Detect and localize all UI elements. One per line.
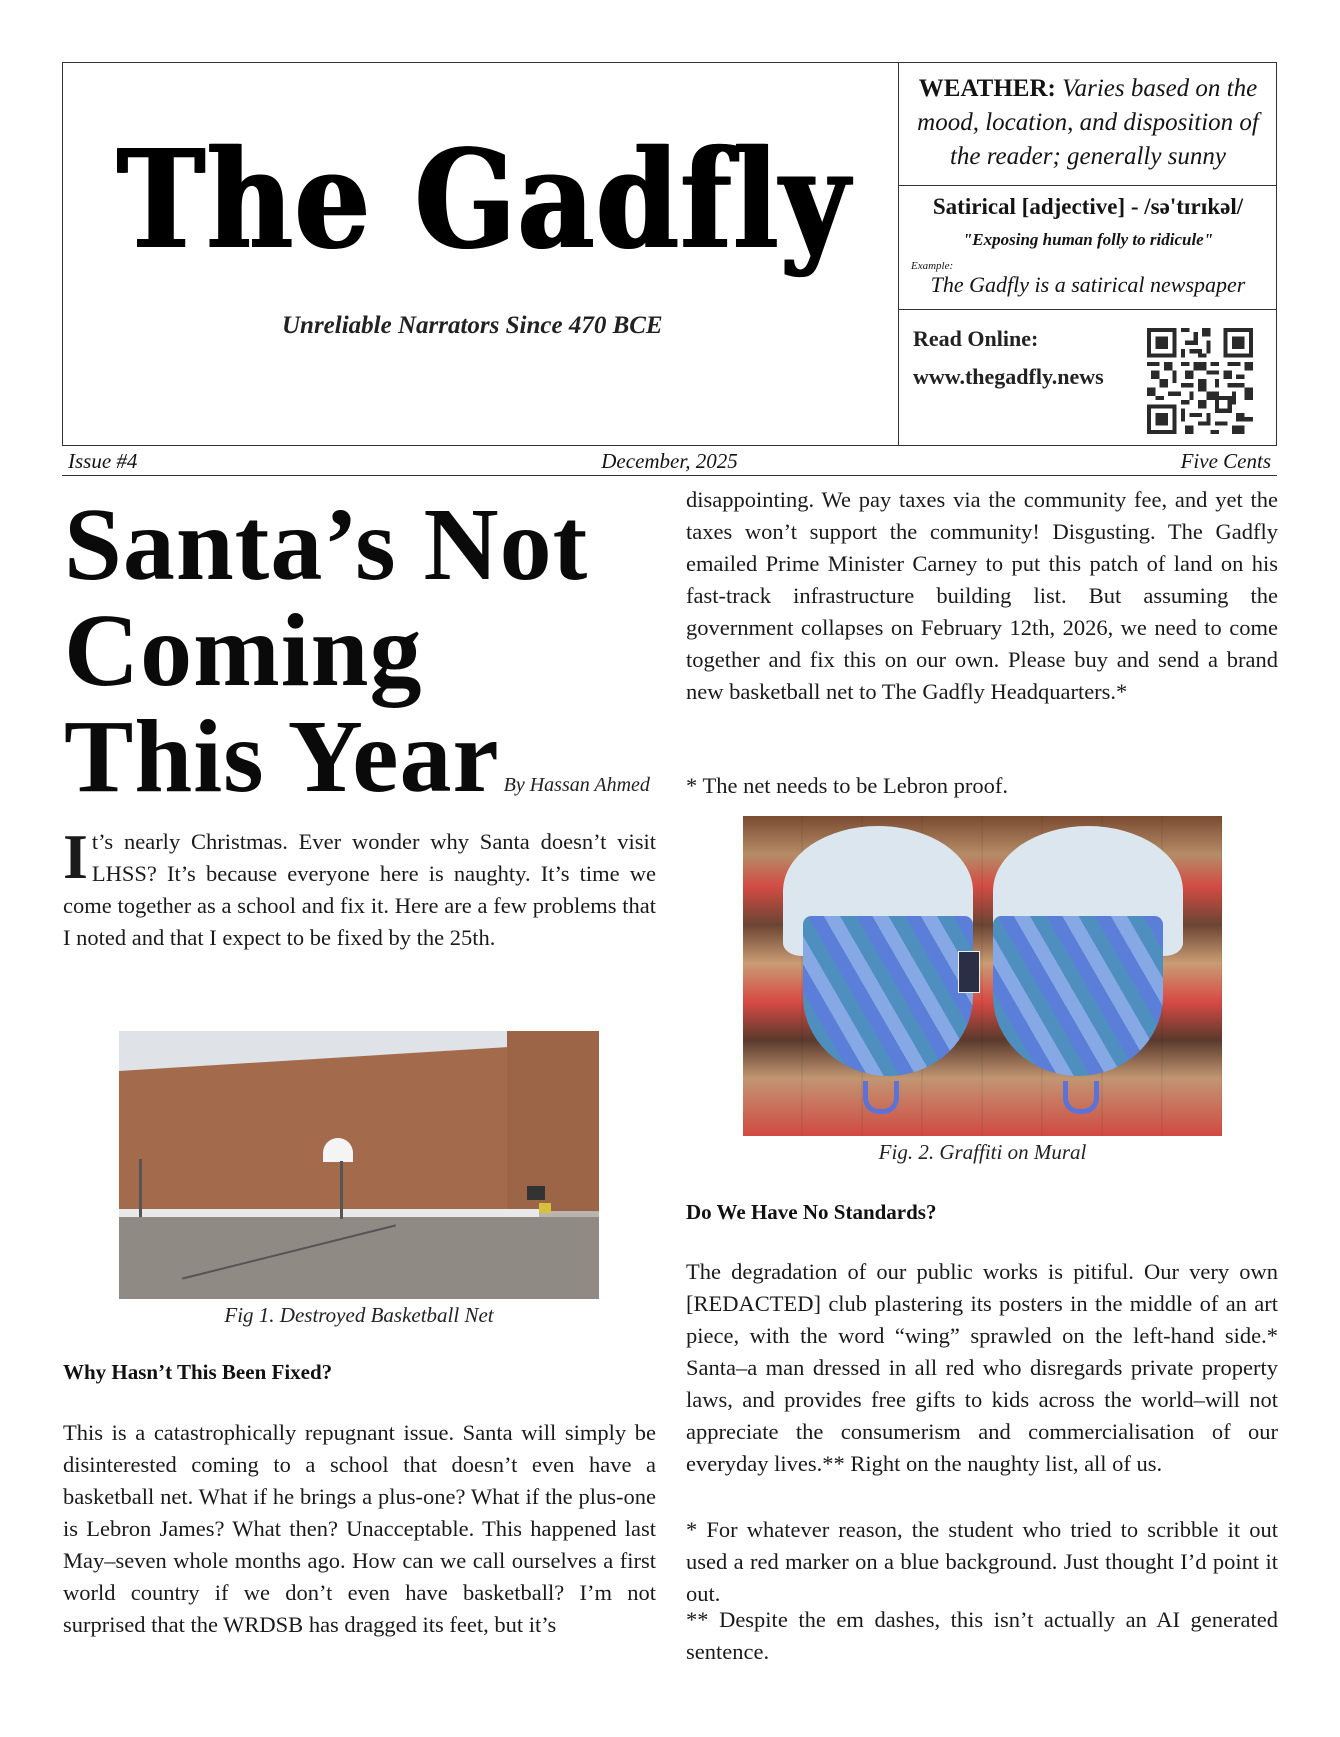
weather-box xyxy=(899,62,1277,186)
club-poster xyxy=(958,951,980,993)
figure-2-photo xyxy=(743,816,1222,1136)
footnote-em-dashes: ** Despite the em dashes, this isn’t actually an AI generated sentence. xyxy=(686,1607,1278,1664)
masthead-title: The Gadfly xyxy=(116,119,851,280)
figure-1-photo xyxy=(119,1031,599,1299)
basketball-backboard xyxy=(323,1138,353,1162)
right-wing xyxy=(993,826,1183,1076)
issue-price: Five Cents xyxy=(1180,449,1271,473)
definition-meaning: "Exposing human folly to ridicule" xyxy=(962,230,1214,249)
intro-text: t’s nearly Christmas. Ever wonder why Santa doesn’t visit LHSS? It’s because everyone here is naughty. It’s time we come together as a school and fix it. Here are a few problems that I noted and that I expect to be fixed by the 25th. xyxy=(63,829,656,950)
figure-1-caption: Fig 1. Destroyed Basketball Net xyxy=(224,1303,494,1327)
section-1-paragraph-right: disappointing. We pay taxes via the community fee, and yet the taxes won’t support the community! Disgusting. The Gadfly emailed Prime Minister Carney to put this patch of land on his fast-track infrastructure building list. But assuming the government collapses on February 12th, 2026, we need to come together and fix this on our own. Please buy and send a brand new basketball net to The Gadfly Headquarters.* xyxy=(686,487,1278,704)
weather-label: WEATHER: xyxy=(918,75,1056,102)
headline-line-3 xyxy=(64,699,664,838)
section-heading-standards: Do We Have No Standards? xyxy=(686,1200,937,1224)
figure-2-caption: Fig. 2. Graffiti on Mural xyxy=(878,1140,1087,1164)
intro-paragraph xyxy=(63,821,656,954)
issue-date: December, 2025 xyxy=(601,449,738,473)
headline-line-2: Coming xyxy=(64,593,423,708)
masthead xyxy=(62,62,899,446)
left-wing xyxy=(783,826,973,1076)
section-heading-why: Why Hasn’t This Been Fixed? xyxy=(63,1360,333,1384)
issue-number: Issue #4 xyxy=(68,449,138,473)
definition-box xyxy=(899,186,1277,310)
masthead-tagline: Unreliable Narrators Since 470 BCE xyxy=(282,312,663,339)
drop-cap: I xyxy=(63,821,88,892)
footnote-lebron: * The net needs to be Lebron proof. xyxy=(686,773,1008,798)
section-2-paragraph: The degradation of our public works is pitiful. Our very own [REDACTED] club plastering its posters in the middle of an art piece, with the word “wing” sprawled on the left-hand side.* Santa–a man dressed in all red who disregards private property laws, and provides free gifts to kids across the world–will not appreciate the consumerism and commercialisation of our everyday lives.** Right on the naughty list, all of us. xyxy=(686,1259,1278,1476)
dateline xyxy=(62,446,1277,476)
section-1-paragraph-left: This is a catastrophically repugnant issue. Santa will simply be disinterested coming to a school that doesn’t even have a basketball net. What if he brings a plus-one? What if the plus-one is Lebron James? What then? Unacceptable. This happened last May–seven whole months ago. How can we call ourselves a first world country if we don’t even have basketball? I’m not surprised that the WRDSB has dragged its feet, but it’s xyxy=(63,1420,656,1637)
headline-line-1: Santa’s Not xyxy=(64,487,589,602)
weather-text: Varies based on the mood, location, and disposition of the reader; generally sunny xyxy=(917,75,1259,170)
qr-code-icon[interactable] xyxy=(1147,325,1253,437)
byline: By Hassan Ahmed xyxy=(503,774,650,796)
definition-example: The Gadfly is a satirical newspaper xyxy=(930,272,1246,297)
definition-word: Satirical [adjective] - /sə'tɪrɪkəl/ xyxy=(932,194,1244,219)
masthead-side-panel xyxy=(898,62,1277,446)
footnote-red-marker: * For whatever reason, the student who tried to scribble it out used a red marker on a blue background. Just thought I’d point it out. xyxy=(686,1517,1278,1606)
article-headline xyxy=(64,487,664,838)
headline-line-3-text: This Year xyxy=(64,699,500,814)
read-online-label: Read Online: xyxy=(913,326,1039,351)
read-online xyxy=(913,320,1104,396)
definition-example-label: Example: xyxy=(911,260,954,272)
read-online-url[interactable]: www.thegadfly.news xyxy=(913,364,1104,389)
